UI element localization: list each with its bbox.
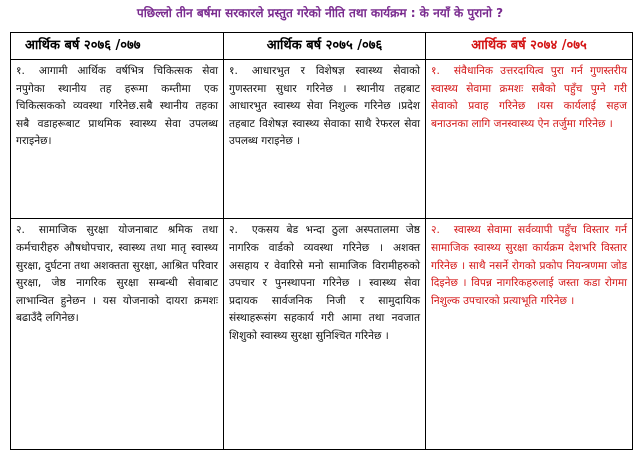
table-row xyxy=(11,219,633,450)
item-number: २. xyxy=(431,224,440,237)
table-cell xyxy=(11,60,224,219)
table-header-row xyxy=(11,33,633,60)
column-header-2074-075: आर्थिक बर्ष २०७४ /०७५ xyxy=(426,33,633,60)
page-title: पछिल्लो तीन बर्षमा सरकारले प्रस्तुत गरेको नीति तथा कार्यक्रम : के नयाँ के पुरानो ? xyxy=(136,6,504,20)
item-number: २. xyxy=(16,224,25,237)
table-cell xyxy=(224,60,426,219)
item-number: २. xyxy=(229,224,238,237)
column-header-2076-077: आर्थिक बर्ष २०७६ /०७७ xyxy=(11,33,224,60)
table-cell xyxy=(426,219,633,450)
item-text: आगामी आर्थिक वर्षभित्र चिकित्सक सेवा नपुगेका स्थानीय तह हरूमा कम्तीमा एक चिकित्सकको व्यवस्था गरिनेछ.सबै स्थानीय तहका सबै वडाहरूबाट प्राथमिक स्वास्थ्य सेवा उपलब्ध गराइनेछ। xyxy=(16,65,218,148)
item-text: आधारभुत र विशेषज्ञ स्वास्थ्य सेवाको गुणस्तरमा सुधार गरिनेछ । स्थानीय तहबाट आधारभुत स्वास्थ्य सेवा निशुल्क गरिनेछ ।प्रदेश तहबाट विशेषज्ञ स्वास्थ्य सेवाका साथै रेफरल सेवा उपलब्ध गराइनेछ । xyxy=(229,65,420,148)
item-text: एकसय बेड भन्दा ठुला अस्पतालमा जेष्ठ नागरिक वार्डको व्यवस्था गरिनेछ । अशक्त असहाय र वेवारिसे मनो सामाजिक विरामीहरुको उपचार र पुनस्थापना गरिनेछ । स्वास्थ्य सेवा प्रदायक सार्वजनिक निजी र सामुदायिक संस्थाहरूसंग सहकार्य गरी आमा तथा नवजात शिशुको स्वास्थ्य सुरक्षा सुनिश्चित गरिनेछ । xyxy=(229,224,420,343)
column-header-2075-076: आर्थिक बर्ष २०७५ /०७६ xyxy=(224,33,426,60)
item-text: सामाजिक सुरक्षा योजनाबाट श्रमिक तथा कर्मचारीहरु औषधोपचार, स्वास्थ्य तथा मातृ स्वास्थ्य सुरक्षा, दुर्घटना तथा अशक्तता सुरक्षा, आश्रित परिवार सुरक्षा, जेष्ठ नागरिक सुरक्षा सम्बन्धी सेवाबाट लाभान्वित हुनेछन । यस योजनाको दायरा क्रमशः बढाउँदै लगिनेछ। xyxy=(16,224,218,325)
item-text: संवैधानिक उत्तरदायित्व पुरा गर्न गुणस्तरीय स्वास्थ्य सेवामा क्रमशः सबैको पहुँच पुग्ने गरी सेवाको प्रवाह गरिनेछ ।यस कार्यलाई सहज बनाउनका लागि जनस्वास्थ्य ऐन तर्जुमा गरिनेछ । xyxy=(431,65,627,130)
table-cell xyxy=(224,219,426,450)
table-cell xyxy=(426,60,633,219)
item-number: १. xyxy=(431,65,440,77)
item-number: १. xyxy=(16,65,25,77)
table-row xyxy=(11,60,633,219)
item-text: स्वास्थ्य सेवामा सर्वव्यापी पहुँच विस्तार गर्न सामाजिक स्वास्थ्य सुरक्षा कार्यक्रम देशभरि विस्तार गरिनेछ । साथै नसर्ने रोगको प्रकोप नियन्त्रणमा जोड दिइनेछ । विपन्न नागरिकहरुलाई जस्ता कडा रोगमा निशुल्क उपचारको प्रत्याभूति गरिनेछ । xyxy=(431,224,627,307)
item-number: १. xyxy=(229,65,238,77)
policy-comparison-table xyxy=(10,32,633,450)
table-cell xyxy=(11,219,224,450)
